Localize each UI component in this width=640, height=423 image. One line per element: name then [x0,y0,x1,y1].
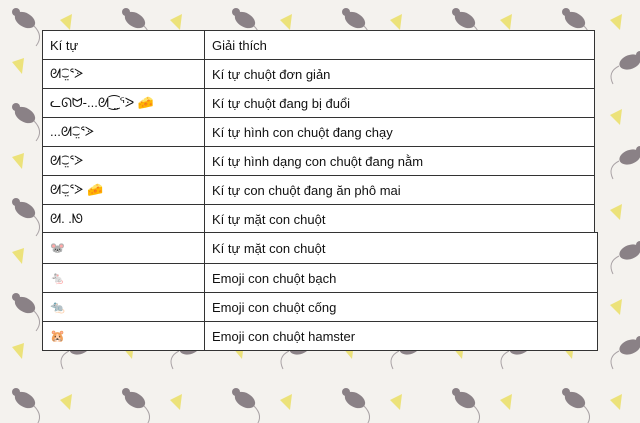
symbol-cell: ...ᘛ⁐̤ᕐᐷ [43,118,205,146]
description-cell: Kí tự hình con chuột đang chạy [212,124,393,140]
table-row [43,292,597,321]
table-row [43,263,597,292]
table-row [43,233,597,263]
table-row [43,88,594,117]
symbol-cell: ᘛ⁐̤ᕐᐷ [43,60,205,88]
mouse-face-emoji: 🐭 [43,233,205,263]
description-cell: Kí tự con chuột đang ăn phô mai [212,182,401,198]
description-cell: Kí tự hình dạng con chuột đang nằm [212,153,424,169]
table-row [43,146,594,175]
description-cell: Emoji con chuột cống [212,299,337,315]
description-cell: Emoji con chuột hamster [212,328,356,344]
emoji-table [42,232,598,351]
symbol-cell: ᘛ⁐̤ᕐᐷ 🧀 [43,176,205,204]
header-description: Giải thích [212,37,267,53]
symbol-cell: ᓚᘏᗢ-...ᘛ⁐̤ᕐᐷ 🧀 [43,89,205,117]
description-cell: Kí tự mặt con chuột [212,211,326,227]
symbol-cell: ᘛ. .ᘚ [43,205,205,233]
white-mouse-emoji: 🐁 [43,264,205,292]
table-header-row [43,31,594,59]
description-cell: Kí tự chuột đang bị đuổi [212,95,351,111]
table-row [43,321,597,350]
rat-emoji: 🐀 [43,293,205,321]
table-row [43,204,594,233]
kaomoji-table [42,30,595,234]
table-row [43,117,594,146]
description-cell: Kí tự chuột đơn giản [212,66,331,82]
symbol-cell: ᘛ⁐̤ᕐᐷ [43,147,205,175]
header-symbol: Kí tự [43,31,205,59]
table-row [43,175,594,204]
hamster-emoji: 🐹 [43,322,205,350]
table-row [43,59,594,88]
description-cell: Emoji con chuột bạch [212,270,337,286]
description-cell: Kí tự mặt con chuột [212,240,326,256]
